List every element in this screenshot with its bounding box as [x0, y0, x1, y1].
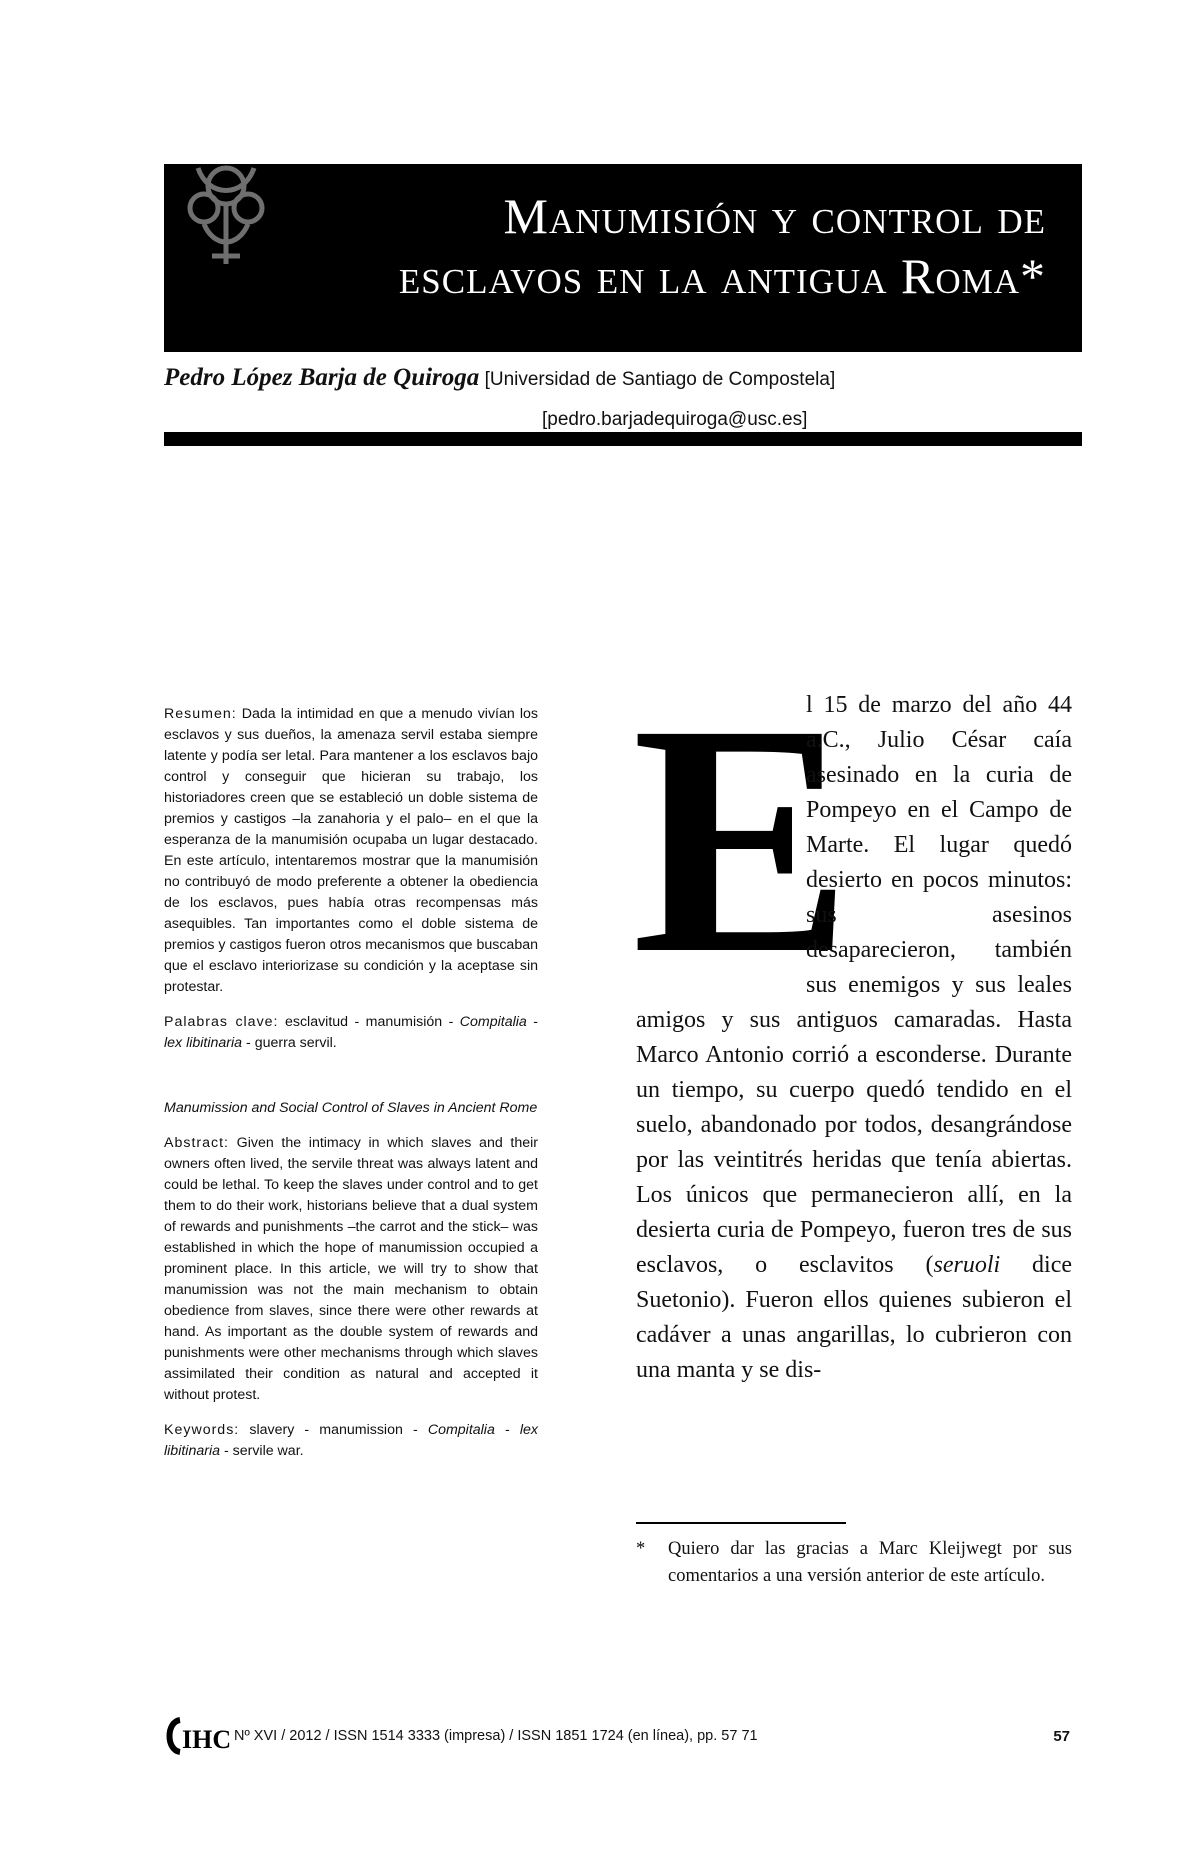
byline: [164, 358, 1082, 440]
page-footer: [164, 1716, 1082, 1756]
keywords-end: - servile war.: [223, 1443, 304, 1459]
palabras-clave-end: - guerra servil.: [246, 1035, 337, 1051]
resumen-label: Resumen:: [164, 706, 237, 722]
author-email: [pedro.barjadequiroga@usc.es]: [542, 409, 808, 430]
resumen-paragraph: [164, 704, 538, 998]
body-text-2: dice Suetonio). Fueron ellos quienes subieron el cadáver a unas angarillas, lo cubrieron con una manta y se dis-: [636, 1252, 1072, 1383]
author-name: Pedro López Barja de Quiroga: [164, 364, 480, 391]
footnote-text: Quiero dar las gracias a Marc Kleijwegt por sus comentarios a una versión anterior de este artículo.: [668, 1539, 1072, 1586]
body-italic-term: seruoli: [933, 1252, 1001, 1278]
page-number: 57: [1053, 1728, 1070, 1745]
body-column: [632, 657, 1072, 1388]
keywords-sep: -: [504, 1422, 510, 1438]
keywords-term-2: lex libitinaria: [164, 1422, 538, 1459]
body-text-1: l 15 de marzo del año 44 a.C., Julio César caía asesinado en la curia de Pompeyo en el Campo de Marte. El lugar quedó desierto en pocos minutos: sus asesinos desaparecieron, también sus enemigos y sus leales amigos y sus antiguos camaradas. Hasta Marco Antonio corrió a esconderse. Durante un tiempo, su cuerpo quedó tendido en el suelo, abandonado por todos, desangrándose por las veintitrés heridas que tenía abiertas. Los únicos que permanecieron allí, en la desierta curia de Pompeyo, fueron tres de sus esclavos, o esclavitos (: [636, 692, 1072, 1278]
resumen-text: Dada la intimidad en que a menudo vivían los esclavos y sus dueños, la amenaza servil estaba siempre latente y podía ser letal. Para mantener a los esclavos bajo control y conseguir que hicieran su trabajo, los historiadores creen que se estableció un doble sistema de premios y castigos –la zanahoria y el palo– en el que la esperanza de la manumisión ocupaba un lugar destacado. En este artículo, intentaremos mostrar que la manumisión no contribuyó de modo preferente a obtener la obediencia de los esclavos, pues había otras recompensas más asequibles. Tan importantes como el doble sistema de premios y castigos fueron otros mecanismos que buscaban que el esclavo interiorizase su condición y la aceptase sin protestar.: [164, 706, 538, 995]
title-line-2: esclavos en la antigua Roma*: [398, 248, 1046, 304]
palabras-clave-text: esclavitud - manumisión -: [284, 1014, 454, 1030]
palabras-clave-paragraph: [164, 1012, 538, 1054]
title-line-1: Manumisión y control de: [503, 188, 1046, 244]
footnote: [636, 1536, 1072, 1590]
english-title: Manumission and Social Control of Slaves in Ancient Rome: [164, 1100, 538, 1116]
dropcap-glyph: E: [632, 657, 853, 1022]
footnote-mark: *: [636, 1539, 646, 1559]
palabras-clave-label: Palabras clave:: [164, 1014, 279, 1030]
dropcap-letter: [632, 657, 853, 1022]
journal-logo-icon: [164, 1716, 230, 1756]
abstract-paragraph: [164, 1133, 538, 1406]
journal-logo-text: IHC: [182, 1725, 232, 1754]
title-band: [164, 164, 1082, 352]
palabras-clave-sep: -: [533, 1014, 538, 1030]
abstract-column: [164, 704, 538, 1476]
footer-citation: Nº XVI / 2012 / ISSN 1514 3333 (impresa) / ISSN 1851 1724 (en línea), pp. 57 71: [234, 1728, 758, 1744]
keywords-text: slavery - manumission -: [249, 1422, 418, 1438]
palabras-clave-term-2: lex libitinaria: [164, 1035, 243, 1051]
abstract-label: Abstract:: [164, 1135, 229, 1151]
author-affiliation: [Universidad de Santiago de Compostela]: [484, 369, 836, 390]
article-title: [226, 186, 1046, 306]
keywords-paragraph: [164, 1420, 538, 1462]
footnote-rule: [636, 1522, 846, 1524]
palabras-clave-term-1: Compitalia: [459, 1014, 527, 1030]
header-rule: [164, 432, 1082, 446]
abstract-text: Given the intimacy in which slaves and their owners often lived, the servile threat was always latent and could be lethal. To keep the slaves under control and to get them to do their work, historians believe that a dual system of rewards and punishments –the carrot and the stick– was established in which the hope of manumission occupied a prominent place. In this article, we will try to show that manumission was not the main mechanism to obtain obedience from slaves, since there were other rewards at hand. As important as the double system of rewards and punishments were other mechanisms through which slaves assimilated their condition as natural and accepted it without protest.: [164, 1135, 538, 1403]
keywords-label: Keywords:: [164, 1422, 240, 1438]
keywords-term-1: Compitalia: [427, 1422, 495, 1438]
